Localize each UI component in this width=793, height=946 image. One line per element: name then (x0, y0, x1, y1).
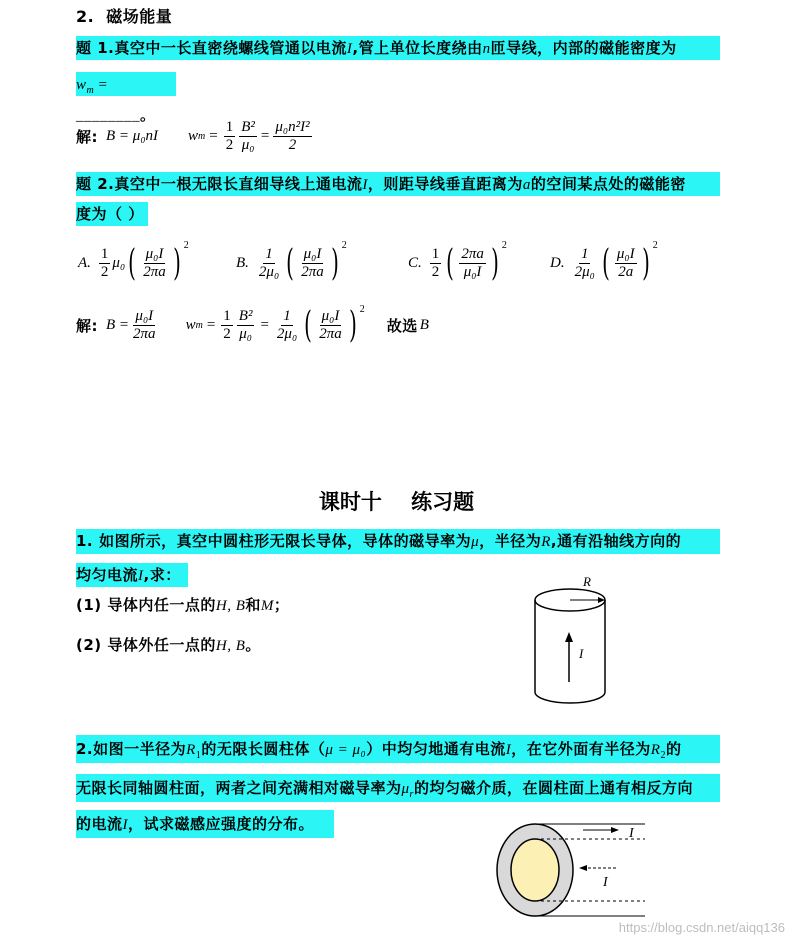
right-paren-icon: ) (348, 304, 357, 346)
denominator: 2 (100, 263, 109, 280)
sub-m: m (195, 319, 203, 331)
watermark: https://blog.csdn.net/aiqq136 (618, 920, 785, 935)
sub-label: (2) (76, 636, 102, 654)
problem-text: ，在它外面有半径为 (511, 740, 651, 758)
numerator: B² (241, 118, 255, 135)
label-I-top: I (629, 826, 634, 841)
numerator: 1 (265, 245, 273, 262)
denominator: 2 (225, 136, 234, 153)
left-paren-icon: ( (304, 304, 313, 346)
numerator: μ₀n²I² (275, 118, 310, 135)
problem-2-line3 (76, 810, 334, 838)
section-title: 磁场能量 (106, 7, 173, 26)
question-text: 的空间某点处的磁能密 (530, 175, 686, 193)
exponent: 2 (652, 240, 658, 251)
answer-2 (76, 302, 429, 348)
right-paren-icon: ) (490, 242, 499, 284)
option-letter: B. (236, 254, 249, 271)
problem-text: 的均匀磁介质，在圆柱面上通有相反方向 (413, 779, 693, 797)
problem-text: 的电流 (76, 815, 123, 833)
fraction-half (224, 119, 236, 154)
sub-text: 导体内任一点的 (107, 596, 216, 614)
numerator: 1 (223, 307, 231, 324)
var-mu: μ (401, 781, 410, 797)
current-in-arrowhead-icon (579, 865, 587, 871)
numerator: μ₀I (616, 245, 635, 262)
denominator: 2 (431, 263, 440, 280)
denominator: μ₀ (241, 136, 255, 153)
problem-text: 无限长同轴圆柱面，两者之间充满相对磁导率为 (76, 779, 402, 797)
exponent: 2 (183, 240, 189, 251)
option-a (78, 238, 189, 288)
question-text: ,管上单位长度绕由 (352, 39, 483, 57)
equals: = (260, 316, 269, 333)
numerator: μ₀I (145, 245, 164, 262)
sub-r: r (409, 789, 414, 800)
problem-text: ）中均匀地通有电流 (366, 740, 506, 758)
label-I-bottom: I (603, 875, 608, 890)
denominator: 2πa (133, 325, 156, 342)
answer-label: 解: (76, 127, 98, 146)
section-heading (76, 4, 172, 27)
numerator: 1 (100, 245, 109, 262)
left-paren-icon: ( (286, 242, 295, 284)
numerator: 1 (580, 245, 589, 262)
problem-text: 的无限长圆柱体（ (201, 740, 326, 758)
problem-text: ,求： (143, 566, 181, 584)
current-arrowhead-icon (565, 632, 573, 642)
question-text: 真空中一根无限长直细导线上通电流 (114, 175, 363, 193)
denominator: 2 (223, 325, 231, 342)
problem-1-line2 (76, 563, 188, 587)
var-n: n (482, 41, 491, 57)
denominator: 2πa (143, 263, 166, 280)
var-I: I (122, 817, 129, 833)
var-a: a (522, 177, 531, 193)
option-letter: A. (78, 254, 91, 271)
var-I: I (138, 568, 144, 584)
sub-m: m (86, 85, 95, 96)
denominator: 2πa (301, 263, 324, 280)
problem-1-line1 (76, 529, 720, 554)
left-paren-icon: ( (602, 242, 610, 284)
numerator: B² (238, 307, 253, 324)
denominator: 2a (618, 263, 634, 280)
problem-text: 均匀电流 (76, 566, 139, 584)
denominator: μ₀ (239, 325, 252, 342)
problem-text: 的 (665, 740, 682, 758)
answer-blank: = ________ (76, 77, 140, 124)
cylinder-body (535, 600, 605, 703)
question-2-line1 (76, 172, 720, 196)
numerator: μ₀I (321, 307, 340, 324)
problem-label: 2. (76, 740, 94, 758)
question-1-line1 (76, 36, 720, 60)
equation-b: B = μ₀nI (106, 127, 159, 144)
numerator: 1 (283, 307, 291, 324)
punctuation: ； (273, 596, 290, 614)
numerator: μ₀I (303, 245, 322, 262)
equals: = (260, 127, 270, 144)
sub-text: 和 (245, 596, 261, 614)
vars-HB: H, B (215, 638, 246, 654)
inner-cylinder (511, 839, 559, 901)
question-text: 度为（ ） (76, 205, 144, 223)
exponent: 2 (341, 240, 347, 251)
sub-2: 2 (660, 750, 666, 761)
question-label: 题 2. (76, 175, 115, 193)
right-paren-icon: ) (172, 242, 181, 284)
var-M: M (260, 598, 274, 614)
sub-text: 导体外任一点的 (107, 636, 216, 654)
lesson-title: 课时十 练习题 (318, 490, 475, 514)
coef-mu: μ₀ (112, 254, 126, 271)
right-paren-icon: ) (330, 242, 339, 284)
option-b (236, 238, 347, 288)
denominator: 2μ₀ (258, 263, 280, 280)
var-w: w (76, 77, 87, 93)
section-number: 2. (76, 7, 95, 26)
option-d (550, 238, 658, 288)
var-mu: μ (471, 534, 480, 550)
denominator: 2μ₀ (276, 325, 298, 342)
problem-2-line2 (76, 774, 720, 802)
var-R2: R (650, 742, 661, 758)
question-text: 匝导线，内部的磁能密度为 (490, 39, 677, 57)
answer-1 (76, 114, 314, 158)
numerator: 1 (225, 118, 234, 135)
question-label: 题 1. (76, 39, 115, 57)
right-paren-icon: ) (641, 242, 650, 284)
var-I: I (346, 41, 353, 57)
question-text: 真空中一长直密绕螺线管通以电流 (114, 39, 347, 57)
sub-m: m (198, 130, 206, 142)
var-I: I (505, 742, 512, 758)
punctuation: 。 (140, 106, 156, 124)
current-out-arrowhead-icon (611, 827, 619, 833)
problem-2-line1 (76, 735, 720, 763)
var-w: w (188, 127, 199, 144)
numerator: 1 (431, 245, 440, 262)
var-R: R (541, 534, 551, 550)
equals: = (206, 316, 216, 333)
numerator: 2πa (461, 245, 484, 262)
var-w: w (185, 316, 196, 333)
cylinder-figure (525, 572, 615, 712)
equals: = (209, 127, 218, 144)
sub-label: (1) (76, 596, 102, 614)
punctuation: 。 (245, 636, 261, 654)
problem-1-sub2 (76, 634, 261, 656)
options-row (78, 238, 718, 288)
problem-label: 1. (76, 532, 94, 550)
problem-text: ，半径为 (479, 532, 542, 550)
exponent: 2 (359, 304, 365, 315)
question-text: ，则距导线垂直距离为 (367, 175, 523, 193)
left-paren-icon: ( (128, 242, 137, 284)
condition-mu: μ = μ₀ (325, 742, 367, 758)
fraction-b2-mu (239, 119, 257, 154)
denominator: 2 (288, 136, 297, 153)
var-I: I (362, 177, 368, 193)
denominator: μ₀I (463, 263, 482, 280)
fraction-result (273, 119, 311, 154)
answer-label: 解: (76, 316, 98, 335)
option-c (408, 238, 507, 288)
problem-text: 如图所示，真空中圆柱形无限长导体，导体的磁导率为 (99, 532, 472, 550)
sub-1: 1 (195, 750, 202, 761)
choice-text: 故选 (386, 316, 418, 335)
choice-answer: B (419, 316, 429, 333)
equation-b: B = (106, 316, 130, 333)
vars-HB: H, B (215, 598, 246, 614)
coaxial-figure (495, 820, 645, 920)
problem-1-sub1 (76, 594, 289, 616)
var-R1: R (186, 742, 196, 758)
option-letter: D. (550, 254, 565, 271)
option-letter: C. (408, 254, 422, 271)
label-I: I (579, 646, 584, 661)
exponent: 2 (501, 240, 507, 251)
question-2-line2 (76, 202, 148, 226)
question-1-blank (76, 72, 176, 124)
numerator: μ₀I (135, 307, 154, 324)
left-paren-icon: ( (446, 242, 455, 284)
denominator: 2μ₀ (574, 263, 595, 280)
problem-text: 如图一半径为 (93, 740, 187, 758)
problem-text: ，试求磁感应强度的分布。 (128, 815, 315, 833)
problem-text: ,通有沿轴线方向的 (550, 532, 682, 550)
label-R: R (583, 574, 591, 589)
denominator: 2πa (319, 325, 342, 342)
